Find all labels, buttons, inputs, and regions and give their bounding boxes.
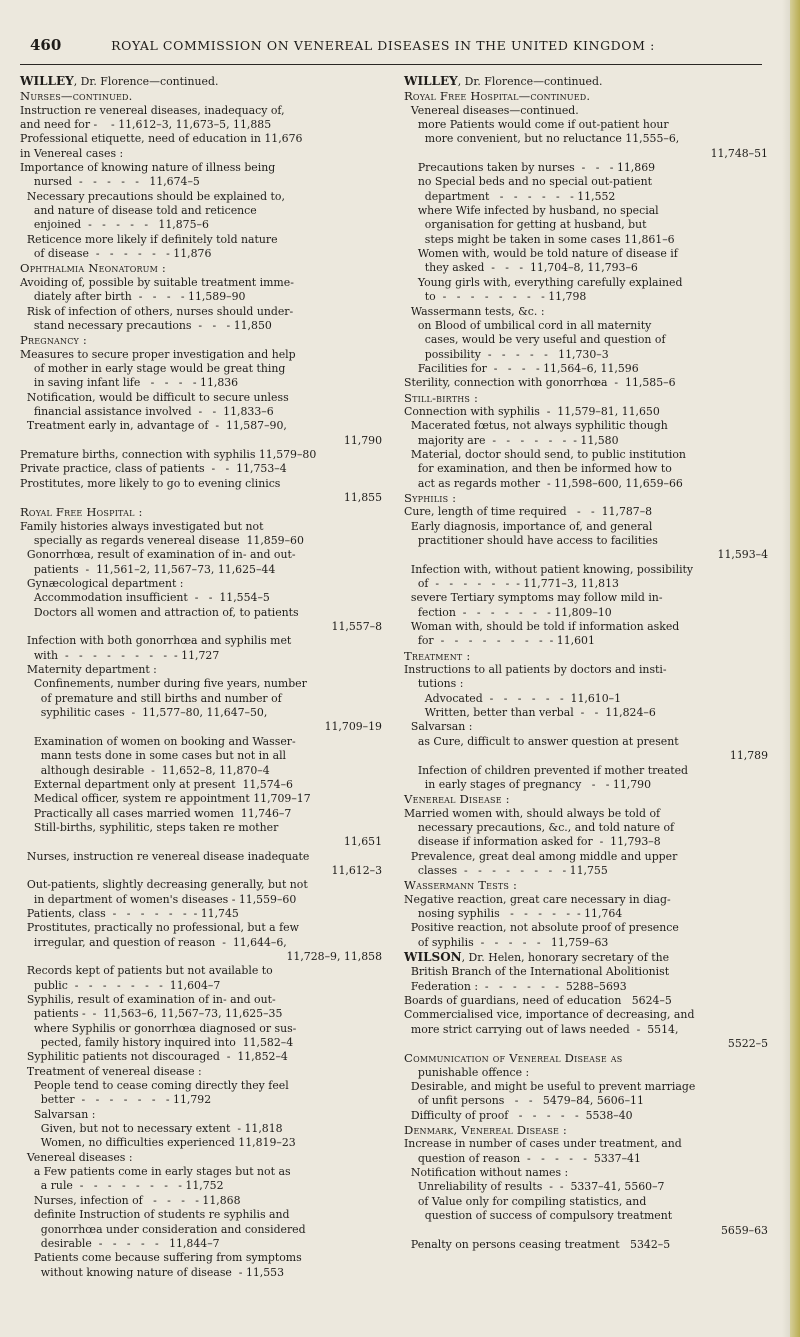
- index-line: fection - - - - - - - 11,809–10: [404, 605, 612, 619]
- index-line: tutions :: [404, 677, 464, 691]
- index-line: majority are - - - - - - - 11,580: [404, 433, 619, 447]
- index-line: Woman with, should be told if information asked: [404, 620, 680, 634]
- index-line: of mother in early stage would be great thing: [20, 361, 286, 375]
- page-edge-tab: [790, 0, 800, 1337]
- index-line: on Blood of umbilical cord in all maternity: [404, 318, 652, 332]
- index-line: severe Tertiary symptoms may follow mild in-: [404, 591, 663, 605]
- index-entry: Importance of knowing nature of illness being: [20, 161, 276, 175]
- index-line: classes - - - - - - - - 11,755: [404, 863, 608, 877]
- index-line: in Venereal cases :: [20, 146, 124, 160]
- index-line: British Branch of the International Abolitionist: [404, 965, 670, 979]
- index-line: Risk of infection of others, nurses should under-: [20, 304, 294, 318]
- index-line: better - - - - - - - 11,792: [20, 1093, 212, 1107]
- reference-numbers: 5522–5: [727, 1037, 768, 1051]
- index-heading: Denmark, Venereal Disease :: [404, 1123, 568, 1138]
- index-line: Wassermann tests, &c. :: [404, 304, 545, 318]
- index-line: disease if information asked for - 11,793–8: [404, 835, 661, 849]
- reference-numbers: 11,557–8: [331, 620, 382, 634]
- index-line: Written, better than verbal - - 11,824–6: [404, 706, 656, 720]
- reference-numbers: 11,651: [343, 835, 382, 849]
- index-line: Patients, class - - - - - - - 11,745: [20, 906, 239, 920]
- index-line: of premature and still births and number of: [20, 691, 282, 705]
- index-line: stand necessary precautions - - - 11,850: [20, 318, 272, 332]
- index-line: mann tests done in some cases but not in all: [20, 749, 287, 763]
- index-line: Infection with both gonorrhœa and syphilis met: [20, 634, 292, 648]
- index-line: Private practice, class of patients - - 11,753–4: [20, 462, 287, 476]
- index-heading: Syphilis :: [404, 490, 457, 505]
- index-line: where Wife infected by husband, no special: [404, 204, 659, 218]
- index-line: public - - - - - - - 11,604–7: [20, 978, 221, 992]
- index-entry: Negative reaction, great care necessary in diag-: [404, 892, 671, 906]
- index-entry: Instruction re venereal diseases, inadequacy of,: [20, 103, 285, 117]
- reference-numbers: 11,593–4: [717, 548, 768, 562]
- index-line: to - - - - - - - - 11,798: [404, 290, 587, 304]
- running-entry: WILLEY, Dr. Florence—continued.: [404, 74, 603, 88]
- index-line: without knowing nature of disease - 11,553: [20, 1265, 285, 1279]
- index-line: and need for - - 11,612–3, 11,673–5, 11,885: [20, 118, 272, 132]
- index-line: External department only at present 11,574–6: [20, 777, 293, 791]
- index-line: steps might be taken in some cases 11,861–6: [404, 232, 675, 246]
- index-line: Precautions taken by nurses - - - 11,869: [404, 161, 656, 175]
- header-rule: [20, 64, 762, 65]
- index-line: Women with, would be told nature of disease if: [404, 247, 678, 261]
- index-line: nosing syphilis - - - - - - 11,764: [404, 906, 623, 920]
- index-line: for examination, and then be informed how to: [404, 462, 672, 476]
- index-line: patients - - 11,563–6, 11,567–73, 11,625–35: [20, 1007, 283, 1021]
- index-line: of - - - - - - - 11,771–3, 11,813: [404, 577, 619, 591]
- index-line: more strict carrying out of laws needed - 5514,: [404, 1022, 679, 1036]
- index-entry: Measures to secure proper investigation and help: [20, 347, 296, 361]
- index-line: Confinements, number during five years, number: [20, 677, 307, 691]
- index-entry: Instructions to all patients by doctors and insti-: [404, 663, 667, 677]
- index-line: in department of women's diseases - 11,559–60: [20, 892, 297, 906]
- index-heading: Pregnancy :: [20, 333, 88, 348]
- index-line: Syphilis, result of examination of in- and out-: [20, 993, 276, 1006]
- index-line: Patients come because suffering from symptoms: [20, 1251, 302, 1265]
- index-heading: Treatment :: [404, 648, 471, 663]
- index-line: Doctors all women and attraction of, to patients: [20, 605, 299, 619]
- index-line: cases, would be very useful and question of: [404, 333, 666, 347]
- reference-numbers: 5659–63: [720, 1223, 768, 1237]
- reference-numbers: 11,855: [343, 490, 382, 504]
- index-line: Prostitutes, more likely to go to evening clinics: [20, 476, 281, 490]
- index-line: nursed - - - - - 11,674–5: [20, 175, 200, 189]
- reference-numbers: 11,789: [729, 749, 768, 763]
- index-entry: Increase in number of cases under treatment, and: [404, 1137, 682, 1151]
- index-line: Venereal diseases—continued.: [404, 103, 579, 117]
- index-line: Given, but not to necessary extent - 11,818: [20, 1122, 283, 1136]
- index-line: possibility - - - - - 11,730–3: [404, 347, 609, 361]
- index-line: Syphilitic patients not discouraged - 11,852–4: [20, 1050, 288, 1064]
- index-line: although desirable - 11,652–8, 11,870–4: [20, 763, 270, 777]
- index-line: Practically all cases married women 11,746–7: [20, 806, 292, 820]
- index-line: where Syphilis or gonorrhœa diagnosed or sus-: [20, 1021, 297, 1035]
- index-line: Sterility, connection with gonorrhœa - 11,585–6: [404, 376, 676, 390]
- index-line: Infection of children prevented if mother treated: [404, 763, 689, 777]
- index-line: People tend to cease coming directly they feel: [20, 1079, 289, 1093]
- index-line: Commercialised vice, importance of decreasing, and: [404, 1008, 695, 1022]
- left-column: [20, 74, 382, 1280]
- index-line: Gonorrhœa, result of examination of in- and out-: [20, 548, 296, 562]
- index-line: and nature of disease told and reticence: [20, 204, 257, 218]
- index-line: Examination of women on booking and Wasser-: [20, 734, 296, 748]
- index-line: Treatment of venereal disease :: [20, 1064, 202, 1078]
- index-line: question of reason - - - - - 5337–41: [404, 1151, 641, 1165]
- index-heading: Royal Free Hospital :: [20, 505, 143, 520]
- index-line: definite Instruction of students re syphilis and: [20, 1208, 290, 1222]
- index-heading: Ophthalmia Neonatorum :: [20, 261, 167, 276]
- index-line: with - - - - - - - - - 11,727: [20, 648, 220, 662]
- index-line: in early stages of pregnancy - - 11,790: [404, 777, 652, 791]
- index-line: act as regards mother - 11,598–600, 11,659–66: [404, 476, 683, 490]
- index-line: Unreliability of results - - 5337–41, 5560–7: [404, 1180, 665, 1194]
- reference-numbers: 11,748–51: [710, 146, 768, 160]
- index-heading: Communication of Venereal Disease as: [404, 1051, 623, 1066]
- page-header: [14, 36, 782, 58]
- index-line: practitioner should have access to facilities: [404, 534, 658, 547]
- index-line: syphilitic cases - 11,577–80, 11,647–50,: [20, 706, 268, 720]
- index-heading: Venereal Disease :: [404, 792, 510, 807]
- index-line: diately after birth - - - - 11,589–90: [20, 290, 246, 304]
- index-line: Gynæcological department :: [20, 577, 184, 591]
- index-line: Venereal diseases :: [20, 1150, 133, 1164]
- page-edge-shadow: [782, 0, 790, 1337]
- running-entry: WILSON, Dr. Helen, honorary secretary of the: [404, 949, 670, 964]
- index-line: Positive reaction, not absolute proof of presence: [404, 921, 679, 935]
- index-heading: Wassermann Tests :: [404, 878, 518, 893]
- index-line: Difficulty of proof - - - - - 5538–40: [404, 1108, 633, 1122]
- index-line: enjoined - - - - - 11,875–6: [20, 218, 209, 232]
- index-line: Accommodation insufficient - - 11,554–5: [20, 591, 270, 605]
- index-entry: Connection with syphilis - 11,579–81, 11,650: [404, 404, 660, 418]
- index-heading: Nurses—continued.: [20, 89, 133, 104]
- index-line: irregular, and question of reason - 11,644–6,: [20, 935, 287, 949]
- index-line: Boards of guardians, need of education 5624–5: [404, 994, 672, 1007]
- reference-numbers: 11,790: [343, 433, 382, 447]
- index-line: Premature births, connection with syphilis 11,579–80: [20, 447, 317, 461]
- index-line: necessary precautions, &c., and told nature of: [404, 820, 675, 834]
- index-line: of disease - - - - - - 11,876: [20, 247, 212, 261]
- index-line: Desirable, and might be useful to prevent marriage: [404, 1080, 696, 1094]
- index-line: as Cure, difficult to answer question at present: [404, 734, 679, 748]
- index-line: Nurses, infection of - - - - 11,868: [20, 1193, 241, 1207]
- index-line: Records kept of patients but not available to: [20, 964, 273, 978]
- right-column: [404, 74, 768, 1252]
- index-line: Still-births, syphilitic, steps taken re mother: [20, 820, 279, 834]
- index-entry: Cure, length of time required - - 11,787–8: [404, 505, 653, 519]
- index-line: in saving infant life - - - - 11,836: [20, 376, 239, 390]
- index-line: financial assistance involved - - 11,833–6: [20, 404, 274, 418]
- reference-numbers: 11,728–9, 11,858: [286, 949, 382, 963]
- index-line: no Special beds and no special out-patient: [404, 175, 653, 189]
- index-line: Nurses, instruction re venereal disease inadequate: [20, 849, 310, 863]
- index-line: of syphilis - - - - - 11,759–63: [404, 935, 609, 949]
- index-line: of Value only for compiling statistics, and: [404, 1194, 647, 1208]
- index-line: Young girls with, everything carefully explained: [404, 275, 683, 289]
- index-line: Penalty on persons ceasing treatment 5342–5: [404, 1237, 671, 1251]
- index-line: Federation : - - - - - - 5288–5693: [404, 979, 627, 993]
- index-line: Notification, would be difficult to secure unless: [20, 390, 289, 404]
- index-line: Necessary precautions should be explained to,: [20, 189, 285, 203]
- index-line: more Patients would come if out-patient hour: [404, 118, 669, 132]
- index-line: Early diagnosis, importance of, and general: [404, 519, 653, 533]
- index-line: Treatment early in, advantage of - 11,587–90,: [20, 419, 287, 433]
- index-line: punishable offence :: [404, 1065, 530, 1079]
- index-line: Medical officer, system re appointment 11,709–17: [20, 792, 311, 806]
- index-line: Material, doctor should send, to public institution: [404, 447, 686, 461]
- index-line: Salvarsan :: [404, 720, 473, 734]
- index-entry: Avoiding of, possible by suitable treatment imme-: [20, 275, 294, 289]
- index-line: Notification without names :: [404, 1166, 569, 1180]
- index-line: specially as regards venereal disease 11,859–60: [20, 534, 304, 547]
- index-heading: Royal Free Hospital—continued.: [404, 89, 591, 104]
- index-line: Advocated - - - - - - 11,610–1: [404, 691, 622, 705]
- reference-numbers: 11,709–19: [324, 720, 382, 734]
- reference-numbers: 11,612–3: [331, 863, 382, 877]
- index-line: a rule - - - - - - - - 11,752: [20, 1179, 224, 1193]
- index-entry: Married women with, should always be told of: [404, 806, 661, 820]
- index-line: Reticence more likely if definitely told nature: [20, 232, 278, 246]
- index-line: organisation for getting at husband, but: [404, 218, 647, 232]
- index-line: they asked - - - 11,704–8, 11,793–6: [404, 261, 638, 275]
- index-line: patients - 11,561–2, 11,567–73, 11,625–44: [20, 562, 276, 576]
- index-line: Salvarsan :: [20, 1107, 96, 1121]
- index-line: desirable - - - - - 11,844–7: [20, 1236, 220, 1250]
- index-heading: Still-births :: [404, 390, 479, 405]
- index-line: of unfit persons - - 5479–84, 5606–11: [404, 1094, 644, 1108]
- page-title: ROYAL COMMISSION ON VENEREAL DISEASES IN THE UNITED KINGDOM :: [111, 38, 655, 53]
- index-entry: Family histories always investigated but not: [20, 519, 264, 533]
- index-line: question of success of compulsory treatment: [404, 1209, 673, 1223]
- running-entry: WILLEY, Dr. Florence—continued.: [20, 74, 219, 88]
- index-line: pected, family history inquired into 11,582–4: [20, 1036, 294, 1050]
- index-line: gonorrhœa under consideration and considered: [20, 1222, 306, 1236]
- index-line: a Few patients come in early stages but not as: [20, 1165, 291, 1179]
- index-line: Macerated fœtus, not always syphilitic though: [404, 419, 668, 433]
- index-line: Prostitutes, practically no professional, but a few: [20, 921, 299, 935]
- index-line: Maternity department :: [20, 663, 157, 677]
- index-line: Prevalence, great deal among middle and upper: [404, 849, 678, 863]
- index-line: Professional etiquette, need of education in 11,676: [20, 132, 303, 146]
- index-line: department - - - - - - 11,552: [404, 189, 616, 203]
- index-line: Women, no difficulties experienced 11,819–23: [20, 1136, 296, 1150]
- page-number: 460: [30, 36, 62, 54]
- index-line: more convenient, but no reluctance 11,555–6,: [404, 132, 680, 146]
- index-line: Infection with, without patient knowing, possibility: [404, 562, 694, 576]
- index-line: Out-patients, slightly decreasing generally, but not: [20, 878, 308, 892]
- index-line: for - - - - - - - - - 11,601: [404, 634, 595, 648]
- index-line: Facilities for - - - - 11,564–6, 11,596: [404, 361, 639, 375]
